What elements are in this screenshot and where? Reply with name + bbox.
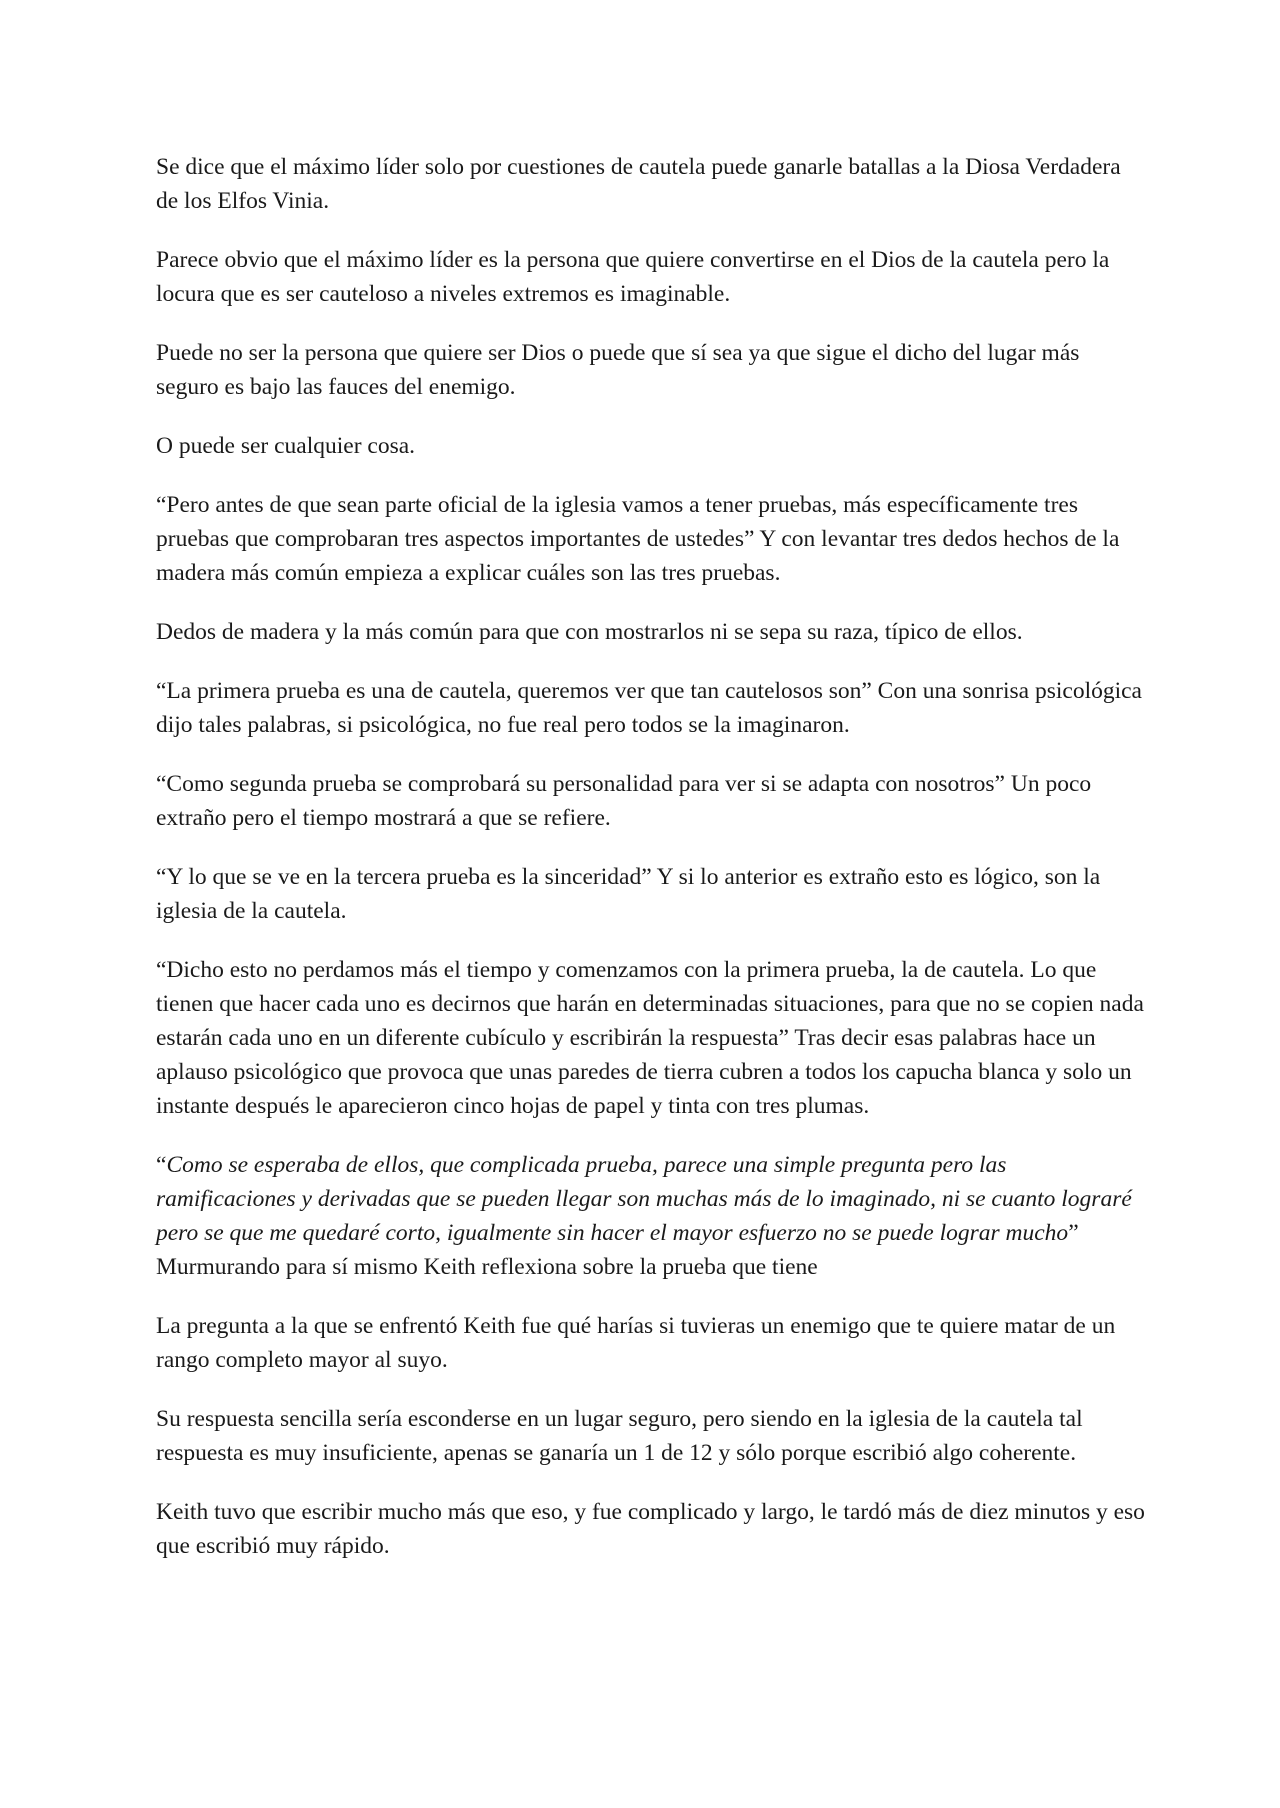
paragraph-10: “Dicho esto no perdamos más el tiempo y comenzamos con la primera prueba, la de cautela. Lo que tienen que hacer cada uno es decirnos que harán en determinadas situaciones, para que no se copien nada estarán cada uno en un diferente cubículo y escribirán la respuesta” Tras decir esas palabras hace un aplauso psicológico que provoca que unas paredes de tierra cubren a todos los capucha blanca y solo un instante después le aparecieron cinco hojas de papel y tinta con tres plumas. [156,957,1144,1119]
open-quote: “ [156,1152,167,1178]
paragraph-12: La pregunta a la que se enfrentó Keith fue qué harías si tuvieras un enemigo que te quiere matar de un rango completo mayor al suyo. [156,1313,1116,1373]
paragraph-11 [156,1148,1146,1284]
italic-thought: Como se esperaba de ellos, que complicada prueba, parece una simple pregunta pero las ramificaciones y derivadas que se pueden llegar son muchas más de lo imaginado, ni se cuanto lograré pero se que me quedaré corto, igualmente sin hacer el mayor esfuerzo no se puede lograr mucho [156,1152,1132,1246]
paragraph-11-rest: ” Murmurando para sí mismo Keith reflexiona sobre la prueba que tiene [156,1220,1079,1280]
paragraph-2: Parece obvio que el máximo líder es la persona que quiere convertirse en el Dios de la cautela pero la locura que es ser cauteloso a niveles extremos es imaginable. [156,247,1110,307]
paragraph-8: “Como segunda prueba se comprobará su personalidad para ver si se adapta con nosotros” Un poco extraño pero el tiempo mostrará a que se refiere. [156,771,1092,831]
paragraph-4: O puede ser cualquier cosa. [156,433,416,459]
paragraph-7: “La primera prueba es una de cautela, queremos ver que tan cautelosos son” Con una sonrisa psicológica dijo tales palabras, si psicológica, no fue real pero todos se la imaginaron. [156,678,1142,738]
document-page [156,150,1146,1588]
paragraph-14: Keith tuvo que escribir mucho más que eso, y fue complicado y largo, le tardó más de diez minutos y eso que escribió muy rápido. [156,1499,1145,1559]
paragraph-9: “Y lo que se ve en la tercera prueba es la sinceridad” Y si lo anterior es extraño esto es lógico, son la iglesia de la cautela. [156,864,1101,924]
paragraph-1: Se dice que el máximo líder solo por cuestiones de cautela puede ganarle batallas a la Diosa Verdadera de los Elfos Vinia. [156,154,1121,214]
paragraph-13: Su respuesta sencilla sería esconderse en un lugar seguro, pero siendo en la iglesia de la cautela tal respuesta es muy insuficiente, apenas se ganaría un 1 de 12 y sólo porque escribió algo coherente. [156,1406,1083,1466]
paragraph-3: Puede no ser la persona que quiere ser Dios o puede que sí sea ya que sigue el dicho del lugar más seguro es bajo las fauces del enemigo. [156,340,1080,400]
paragraph-6: Dedos de madera y la más común para que con mostrarlos ni se sepa su raza, típico de ellos. [156,619,1023,645]
paragraph-5: “Pero antes de que sean parte oficial de la iglesia vamos a tener pruebas, más específicamente tres pruebas que comprobaran tres aspectos importantes de ustedes” Y con levantar tres dedos hechos de la madera más común empieza a explicar cuáles son las tres pruebas. [156,492,1120,586]
